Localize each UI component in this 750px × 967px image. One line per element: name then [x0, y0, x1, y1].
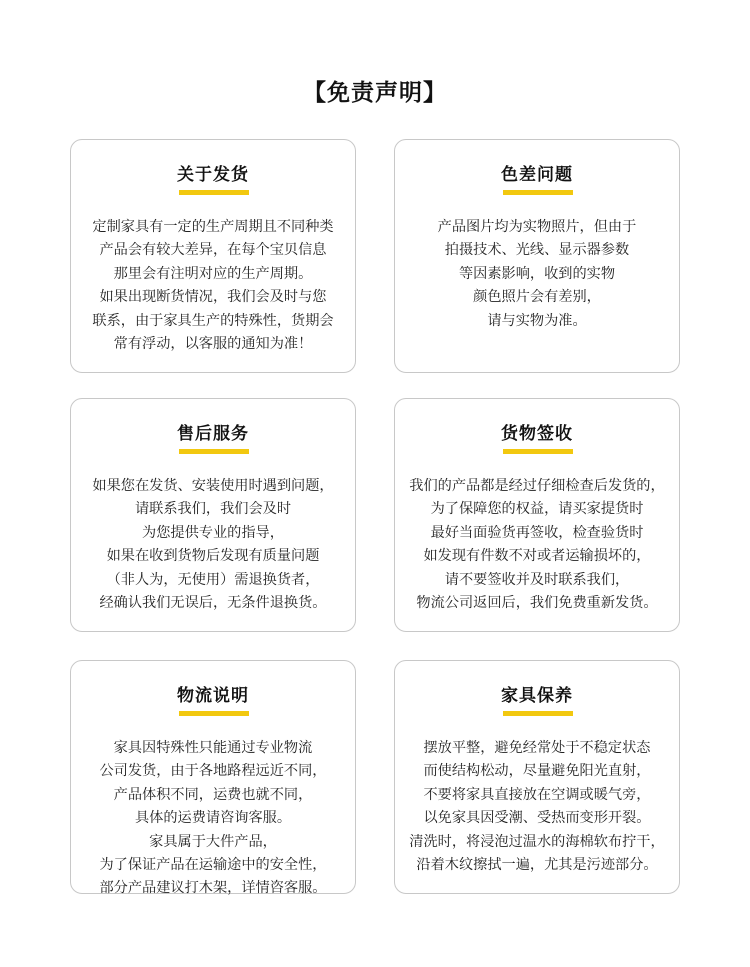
logistics-card [70, 660, 356, 897]
heading-underline [503, 190, 573, 195]
card-heading: 物流说明 [177, 686, 249, 706]
page-title: 【免责声明】 [303, 80, 447, 106]
color-difference-card [394, 139, 680, 373]
card-body-text: 家具因特殊性只能通过专业物流 公司发货，由于各地路程远近不同， 产品体积不同，运费也就不同， 具体的运费请咨询客服。 家具属于大件产品， 为了保证产品在运输途中的安全性， 部分产品建议打木架，详情咨客服。 [99, 740, 327, 897]
heading-underline [179, 711, 249, 716]
card-heading: 货物签收 [501, 424, 573, 444]
heading-underline [179, 190, 249, 195]
after-sales-card [70, 398, 356, 632]
card-body-text: 产品图片均为实物照片，但由于 拍摄技术、光线、显示器参数 等因素影响，收到的实物 颜色照片会有差别， 请与实物为准。 [437, 219, 637, 329]
goods-receipt-card [394, 398, 680, 632]
heading-underline [503, 449, 573, 454]
furniture-care-card [394, 660, 680, 894]
shipping-card [70, 139, 356, 373]
card-heading: 色差问题 [501, 165, 573, 185]
heading-underline [179, 449, 249, 454]
card-heading: 关于发货 [177, 165, 249, 185]
card-body-text: 摆放平整，避免经常处于不稳定状态 而使结构松动，尽量避免阳光直射， 不要将家具直接放在空调或暖气旁， 以免家具因受潮、受热而变形开裂。 清洗时，将浸泡过温水的海棉软布拧干， 沿着木纹擦拭一遍，尤其是污迹部分。 [409, 740, 665, 874]
heading-underline [503, 711, 573, 716]
card-body-text: 如果您在发货、安装使用时遇到问题， 请联系我们，我们会及时 为您提供专业的指导， 如果在收到货物后发现有质量问题 （非人为，无使用）需退换货者， 经确认我们无误后，无条件退换货。 [92, 478, 334, 612]
card-body-text: 我们的产品都是经过仔细检查后发货的， 为了保障您的权益，请买家提货时 最好当面验货再签收，检查验货时 如发现有件数不对或者运输损坏的， 请不要签收并及时联系我们， 物流公司返回后，我们免费重新发货。 [409, 478, 665, 612]
card-heading: 家具保养 [501, 686, 573, 706]
card-body-text: 定制家具有一定的生产周期且不同种类 产品会有较大差异，在每个宝贝信息 那里会有注明对应的生产周期。 如果出现断货情况，我们会及时与您 联系，由于家具生产的特殊性，货期会 常有浮动，以客服的通知为准！ [92, 219, 334, 353]
card-heading: 售后服务 [177, 424, 249, 444]
